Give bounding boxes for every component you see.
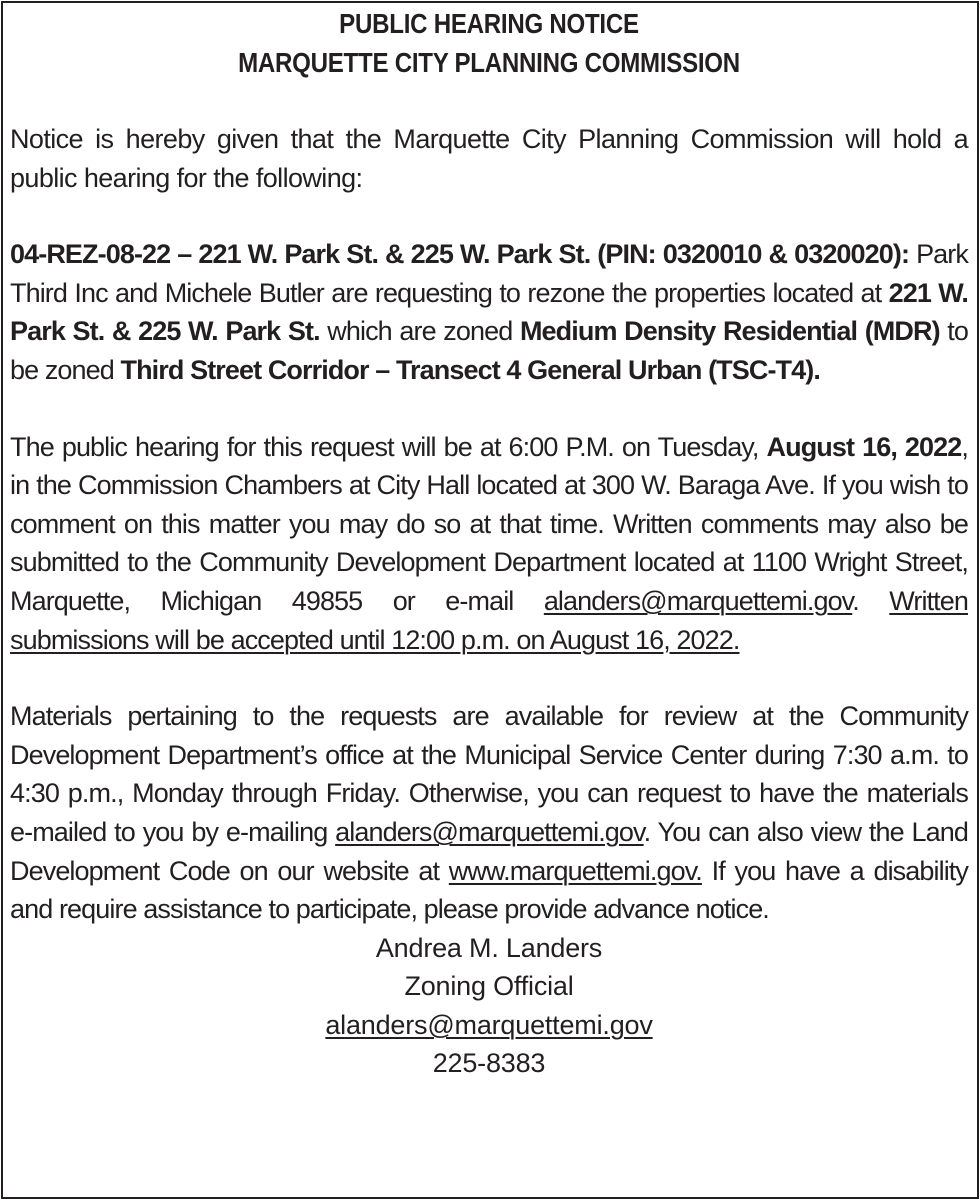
- new-zone: Third Street Corridor – Transect 4 General Urban (TSC-T4).: [120, 354, 820, 385]
- notice-content: [10, 4, 968, 1083]
- notice-heading: [10, 4, 968, 82]
- signer-role: Zoning Official: [404, 971, 574, 1002]
- intro-paragraph: Notice is hereby given that the Marquette City Planning Commission will hold a public hearing for the following:: [10, 124, 968, 193]
- materials-paragraph: Materials pertaining to the requests are available for review at the Community Development Department’s office at the Municipal Service Center during 7:30 a.m. to 4:30 p.m., Monday through Friday. Otherwise, you can request to have the materials e-mailed to you by e-mailing alanders@marquettemi.gov. You can also view the Land Development Code on our website at www.marquettemi.gov. If you have a disability and require assistance to participate, please provide advance notice.: [10, 701, 968, 925]
- commission-title: MARQUETTE CITY PLANNING COMMISSION: [238, 47, 740, 78]
- website-link[interactable]: www.marquettemi.gov.: [448, 855, 702, 886]
- hearing-date: August 16, 2022: [766, 431, 962, 462]
- signer-email-link[interactable]: alanders@marquettemi.gov: [325, 1009, 653, 1040]
- signer-name: Andrea M. Landers: [375, 932, 603, 963]
- materials-email-link[interactable]: alanders@marquettemi.gov: [335, 816, 644, 847]
- hearing-email-link[interactable]: alanders@marquettemi.gov: [543, 585, 853, 616]
- submission-deadline: Written submissions will be accepted until 12:00 p.m. on August 16, 2022.: [10, 585, 969, 655]
- case-address: 221 W. Park St. & 225 W. Park St.: [10, 277, 968, 347]
- case-heading: 04-REZ-08-22 – 221 W. Park St. & 225 W. Park St. (PIN: 0320010 & 0320020):: [10, 239, 910, 270]
- hearing-paragraph: The public hearing for this request will be at 6:00 P.M. on Tuesday, August 16, 2022, in the Commission Chambers at City Hall located at 300 W. Baraga Ave. If you wish to comment on this matter you may do so at that time. Written comments may also be submitted to the Community Development Department located at 1100 Wright Street, Marquette, Michigan 49855 or e-mail alanders@marquettemi.gov. Written submissions will be accepted until 12:00 p.m. on August 16, 2022.: [10, 431, 969, 655]
- current-zone: Medium Density Residential (MDR): [519, 316, 940, 347]
- notice-title: PUBLIC HEARING NOTICE: [339, 8, 639, 39]
- signature-block: [10, 929, 968, 1083]
- case-paragraph: 04-REZ-08-22 – 221 W. Park St. & 225 W. Park St. (PIN: 0320010 & 0320020): Park Third Inc and Michele Butler are requesting to rezone the properties located at 221 W. Park St. & 225 W. Park St. which are zoned Medium Density Residential (MDR) to be zoned Third Street Corridor – Transect 4 General Urban (TSC-T4).: [10, 239, 968, 385]
- signer-phone: 225-8383: [432, 1048, 546, 1079]
